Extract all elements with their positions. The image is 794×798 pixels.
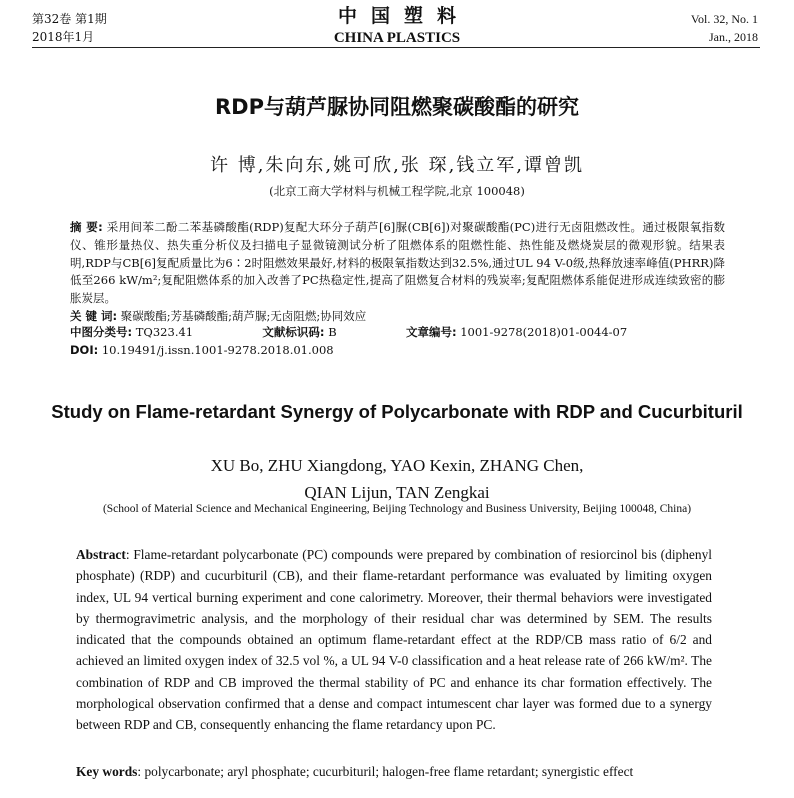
keywords-en bbox=[76, 761, 633, 782]
journal-masthead bbox=[0, 4, 794, 48]
doi-label: DOI: bbox=[70, 343, 99, 357]
doi-row bbox=[70, 341, 334, 359]
abstract-cn bbox=[70, 219, 725, 326]
keywords-en-text: : polycarbonate; aryl phosphate; cucurbituril; halogen-free flame retardant; synergistic effect bbox=[137, 764, 634, 779]
keywords-cn-text: 聚碳酸酯;芳基磷酸酯;葫芦脲;无卤阻燃;协同效应 bbox=[120, 308, 367, 323]
abstract-en bbox=[76, 544, 712, 736]
authors-cn: 许 博,朱向东,姚可欣,张 琛,钱立军,谭曾凯 bbox=[209, 155, 585, 176]
header-vol-no: Vol. 32, No. 1 bbox=[690, 12, 758, 26]
header-date-en: Jan., 2018 bbox=[709, 30, 758, 44]
abstract-en-text: : Flame-retardant polycarbonate (PC) compounds were prepared by combination of resiorcinol bis (diphenyl phosphate) (RDP) and cucurbituril (CB), and their flame-retardant performance was evaluated by limiting oxygen index, UL 94 vertical burning experiment and cone calorimetry. Moreover, their thermal behaviors were investigated by thermogravimetric analysis, and the morphology of their residual char was determined by SEM. The results indicated that the compounds obtained an optimum flame-retardant effect at the RDP/CB mass ratio of 6/2 and achieved an limited oxygen index of 32.5 vol %, a UL 94 V-0 classification and a heat release rate of 266 kW/m². The combination of RDP and CB improved the thermal stability of PC and enhance its char formation effectively. The morphological observation confirmed that a dense and compact intumescent char layer was formed due to a synergy between RDP and CB, consequently enhancing the flame retardancy upon PC. bbox=[76, 547, 712, 733]
classification-row bbox=[70, 323, 627, 341]
journal-name-cn: 中国塑料 bbox=[337, 5, 470, 27]
affiliation-en: (School of Material Science and Mechanical Engineering, Beijing Technology and Business University, Beijing 100048, China) bbox=[102, 503, 692, 515]
journal-name-en: CHINA PLASTICS bbox=[333, 30, 461, 46]
header-volume: 第32卷 第1期 bbox=[32, 12, 107, 26]
clc-value: TQ323.41 bbox=[135, 325, 194, 339]
keywords-cn-label: 关 键 词: bbox=[70, 308, 118, 323]
header-date: 2018年1月 bbox=[32, 30, 95, 44]
header-divider bbox=[32, 47, 760, 48]
keywords-en-label: Key words bbox=[76, 764, 138, 779]
authors-en-line2: QIAN Lijun, TAN Zengkai bbox=[304, 483, 490, 502]
authors-en-line1: XU Bo, ZHU Xiangdong, YAO Kexin, ZHANG Chen, bbox=[210, 456, 584, 475]
article-no-value: 1001-9278(2018)01-0044-07 bbox=[460, 325, 628, 339]
authors-en bbox=[0, 452, 794, 506]
paper-title-en: Study on Flame-retardant Synergy of Polycarbonate with RDP and Cucurbituril bbox=[51, 401, 743, 422]
clc-label: 中图分类号: bbox=[70, 325, 133, 339]
abstract-cn-label: 摘 要: bbox=[70, 220, 103, 234]
header-volume-en bbox=[691, 10, 758, 46]
doi-value: 10.19491/j.issn.1001-9278.2018.01.008 bbox=[101, 343, 334, 357]
abstract-en-label: Abstract bbox=[76, 547, 126, 562]
paper-title-cn: RDP与葫芦脲协同阻燃聚碳酸酯的研究 bbox=[215, 95, 579, 119]
affiliation-cn: (北京工商大学材料与机械工程学院,北京 100048) bbox=[269, 184, 525, 198]
article-no-label: 文章编号: bbox=[405, 325, 457, 339]
doc-code-label: 文献标识码: bbox=[262, 325, 325, 339]
abstract-cn-text: 采用间苯二酚二苯基磷酸酯(RDP)复配大环分子葫芦[6]脲(CB[6])对聚碳酸酯(PC)进行无卤阻燃改性。通过极限氧指数仪、锥形量热仪、热失重分析仪及扫描电子显微镜测试分析了阻燃体系的阻燃性能、热性能及燃烧炭层的微观形貌。结果表明,RDP与CB[6]复配质量比为6∶2时阻燃效果最好,材料的极限氧指数达到32.5%,通过UL 94 V-0级,热释放速率峰值(PHRR)降低至266 kW/m²;复配阻燃体系的加入改善了PC热稳定性,提高了阻燃复合材料的残炭率;复配阻燃体系能促进形成连续致密的膨胀炭层。 bbox=[70, 220, 726, 306]
doc-code-value: B bbox=[328, 325, 337, 339]
